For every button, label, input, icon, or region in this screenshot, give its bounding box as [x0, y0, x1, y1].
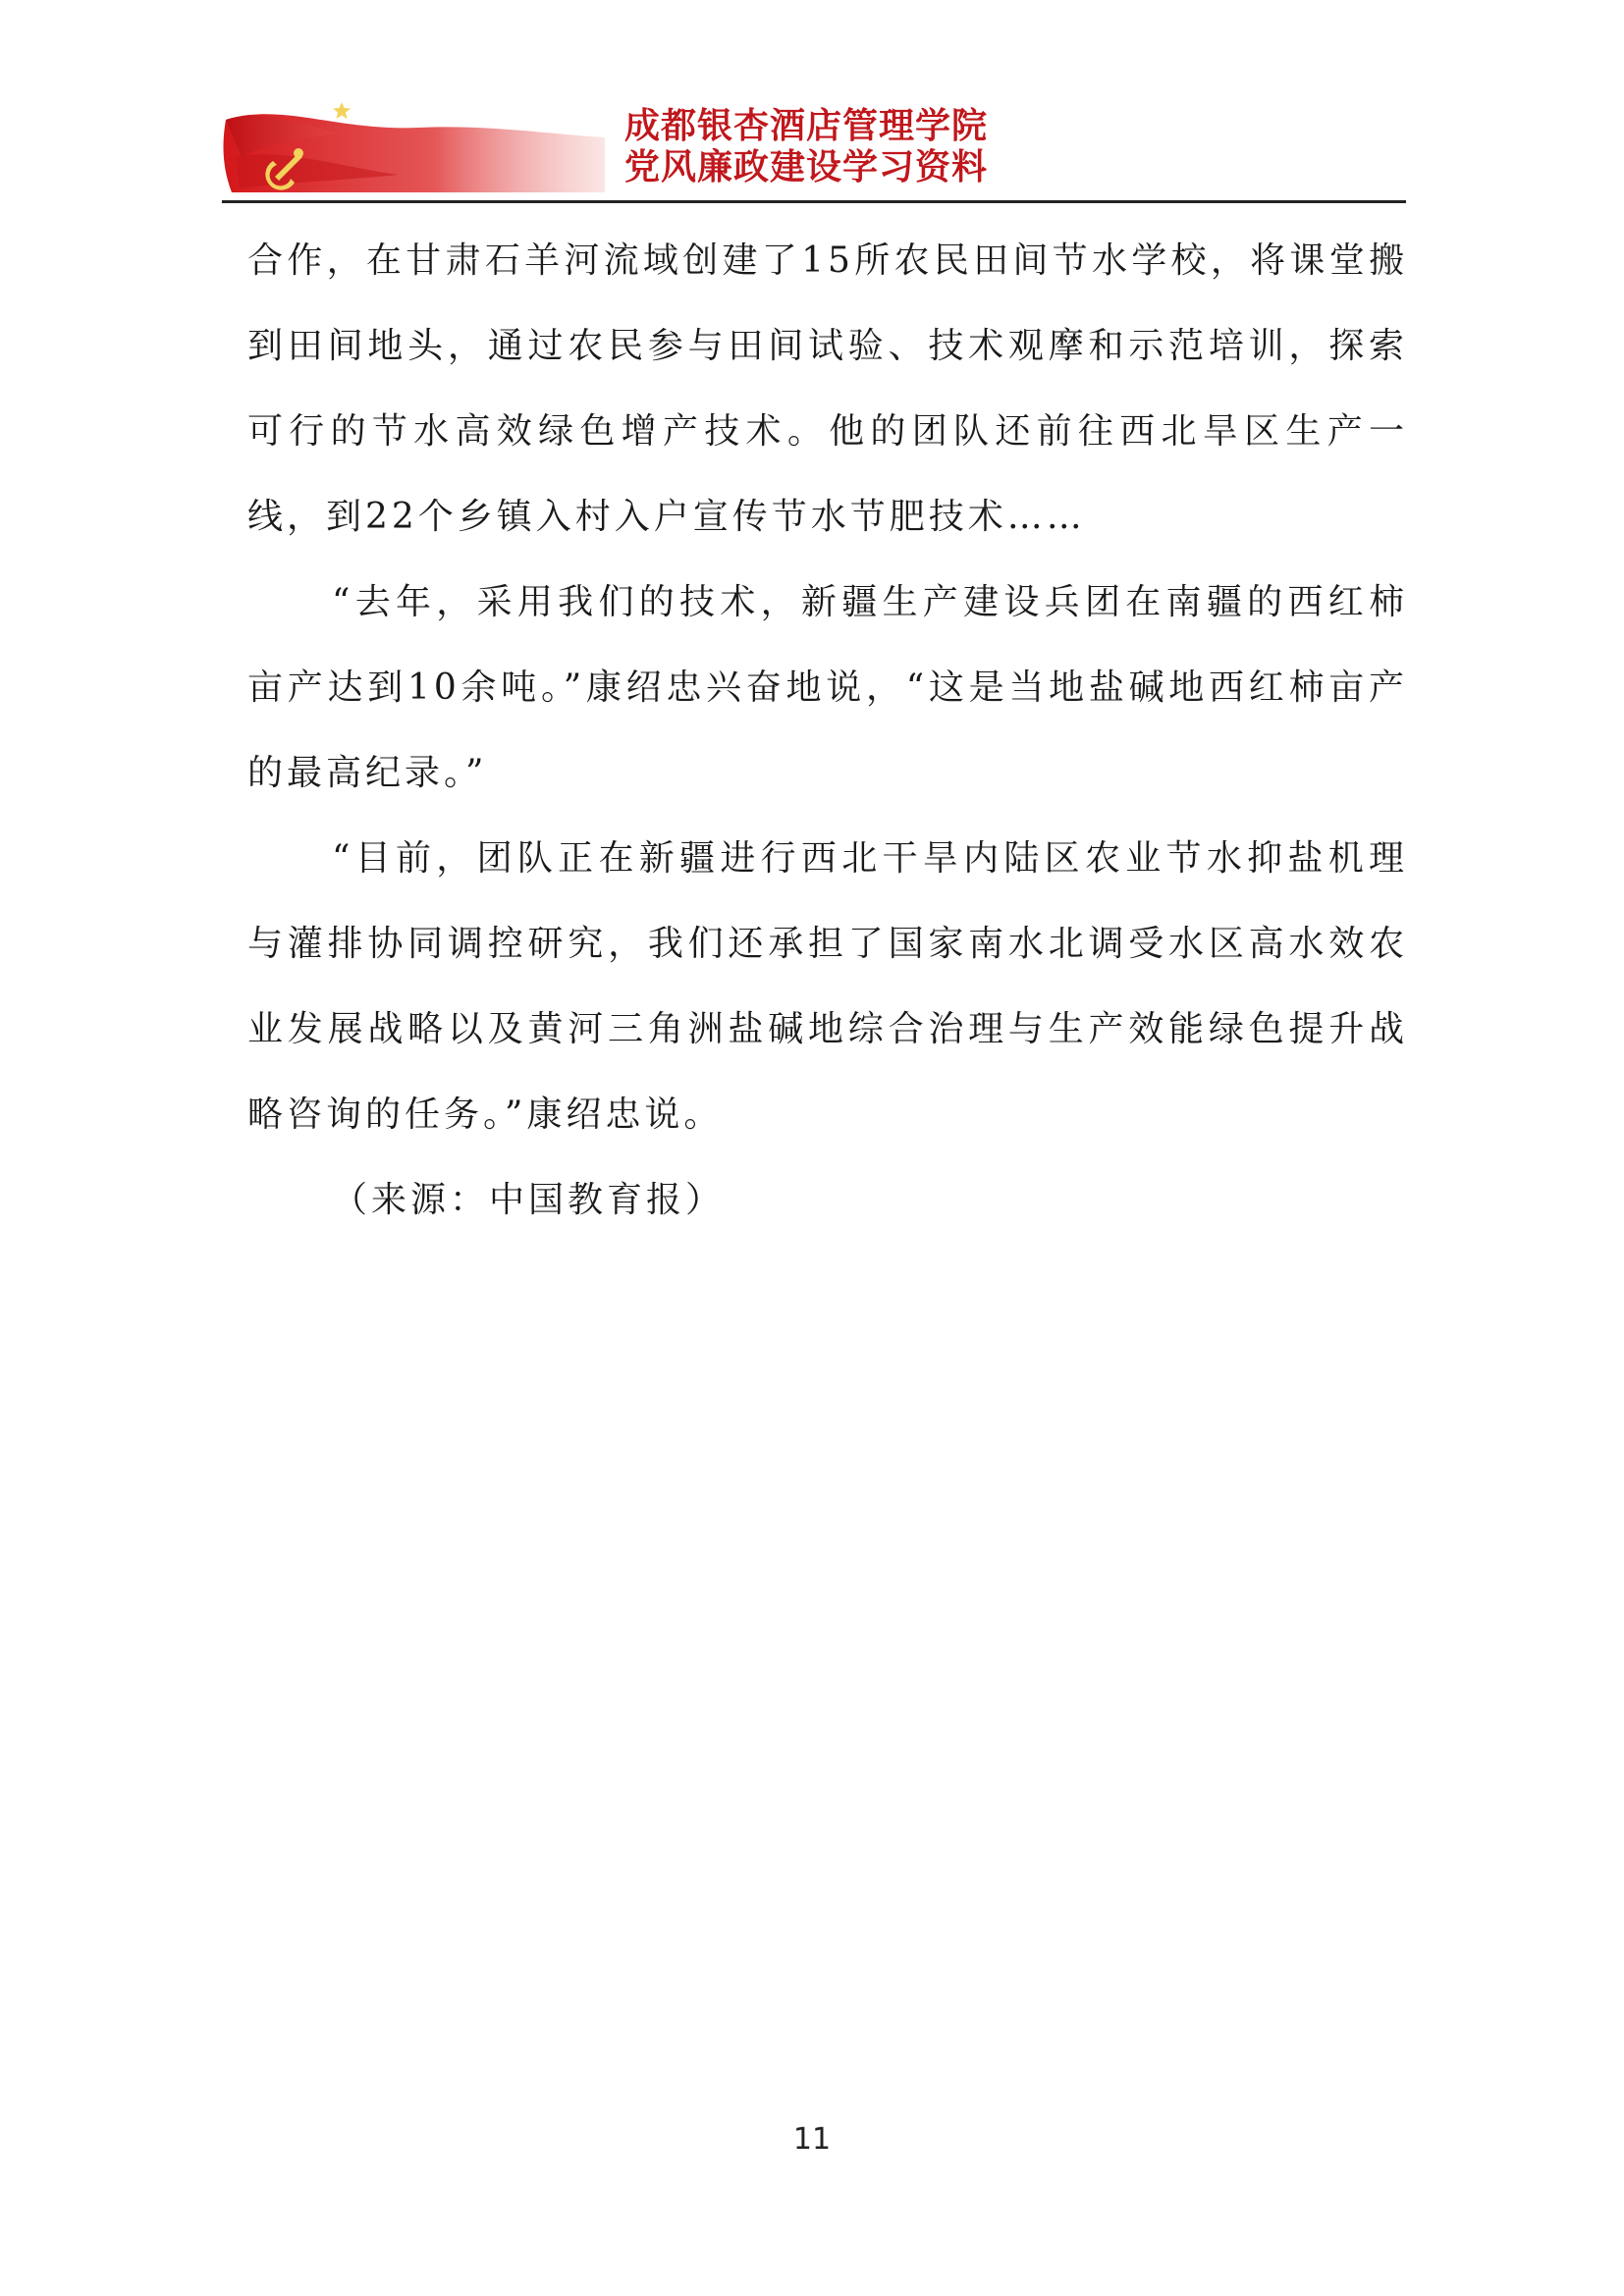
header-title-line1: 成都银杏酒店管理学院: [624, 106, 989, 146]
header-divider: [222, 200, 1406, 203]
header-title: [624, 106, 988, 188]
paragraph-2: “去年，采用我们的技术，新疆生产建设兵团在南疆的西红柿亩产达到10余吨。”康绍忠兴奋地说，“这是当地盐碱地西红柿亩产的最高纪录。”: [247, 582, 1408, 793]
paragraph-3: “目前，团队正在新疆进行西北干旱内陆区农业节水抑盐机理与灌排协同调控研究，我们还承担了国家南水北调受水区高水效农业发展战略以及黄河三角洲盐碱地综合治理与生产效能绿色提升战略咨询的任务。”康绍忠说。: [247, 838, 1408, 1135]
page-header: [222, 98, 1406, 200]
page-number: 11: [792, 2122, 832, 2157]
party-emblem-flag-icon: [222, 98, 605, 192]
source-note: （来源：中国教育报）: [332, 1180, 726, 1220]
article-body: [247, 218, 1408, 1243]
header-title-line2: 党风廉政建设学习资料: [624, 147, 989, 187]
paragraph-1: 合作，在甘肃石羊河流域创建了15所农民田间节水学校，将课堂搬到田间地头，通过农民参与田间试验、技术观摩和示范培训，探索可行的节水高效绿色增产技术。他的团队还前往西北旱区生产一线，到22个乡镇入村入户宣传节水节肥技术……: [247, 240, 1408, 537]
